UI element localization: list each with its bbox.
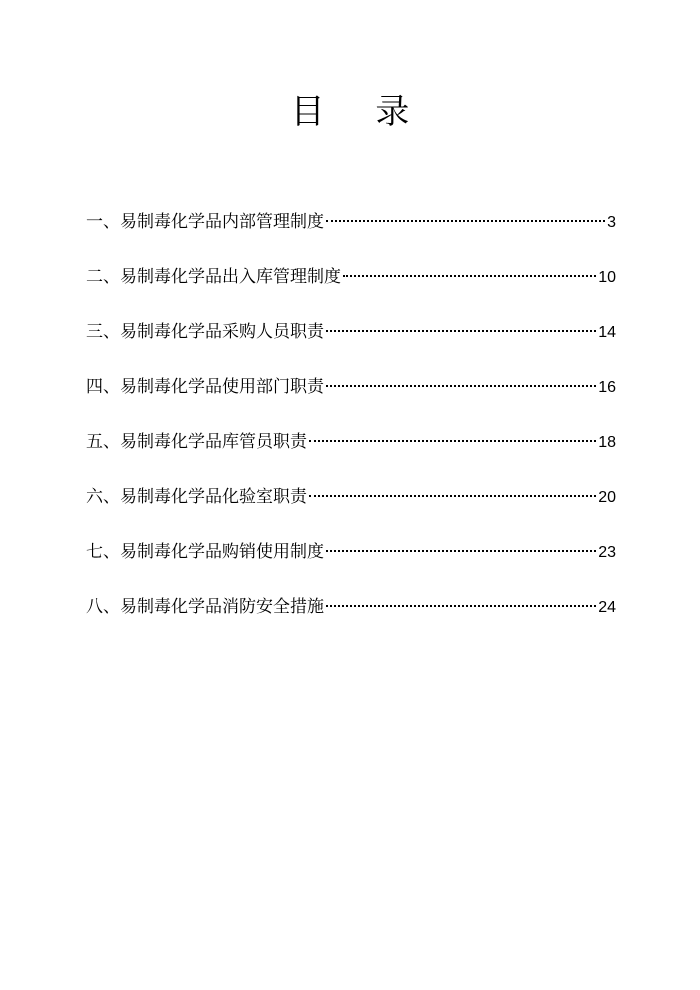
- toc-entry[interactable]: [86, 260, 616, 315]
- toc-dot-leader: [309, 440, 596, 442]
- toc-entry-page: 16: [598, 379, 616, 396]
- toc-entry[interactable]: [86, 535, 616, 590]
- toc-entry[interactable]: [86, 205, 616, 260]
- toc-entry-label: 四、易制毒化学品使用部门职责: [86, 377, 324, 397]
- toc-entry[interactable]: [86, 425, 616, 480]
- toc-entry-label: 二、易制毒化学品出入库管理制度: [86, 267, 341, 287]
- toc-dot-leader: [326, 550, 596, 552]
- toc-entry-label: 五、易制毒化学品库管员职责: [86, 432, 307, 452]
- toc-entry[interactable]: [86, 370, 616, 425]
- toc-entry-page: 24: [598, 599, 616, 616]
- toc-entry-label: 一、易制毒化学品内部管理制度: [86, 212, 324, 232]
- toc-title: 目 录: [290, 92, 430, 132]
- toc-entry-label: 八、易制毒化学品消防安全措施: [86, 597, 324, 617]
- toc-dot-leader: [343, 275, 596, 277]
- toc-entry[interactable]: [86, 480, 616, 535]
- toc-dot-leader: [309, 495, 596, 497]
- toc-entry-page: 14: [598, 324, 616, 341]
- toc-entry[interactable]: [86, 315, 616, 370]
- toc-entry-page: 23: [598, 544, 616, 561]
- toc-entry-label: 七、易制毒化学品购销使用制度: [86, 542, 324, 562]
- toc-list: [86, 205, 616, 645]
- toc-entry-label: 六、易制毒化学品化验室职责: [86, 487, 307, 507]
- toc-entry-page: 20: [598, 489, 616, 506]
- toc-dot-leader: [326, 605, 596, 607]
- toc-dot-leader: [326, 385, 596, 387]
- toc-dot-leader: [326, 220, 605, 222]
- toc-entry-page: 18: [598, 434, 616, 451]
- toc-entry-page: 10: [598, 269, 616, 286]
- toc-dot-leader: [326, 330, 596, 332]
- toc-entry[interactable]: [86, 590, 616, 645]
- toc-entry-page: 3: [607, 214, 616, 231]
- toc-entry-label: 三、易制毒化学品采购人员职责: [86, 322, 324, 342]
